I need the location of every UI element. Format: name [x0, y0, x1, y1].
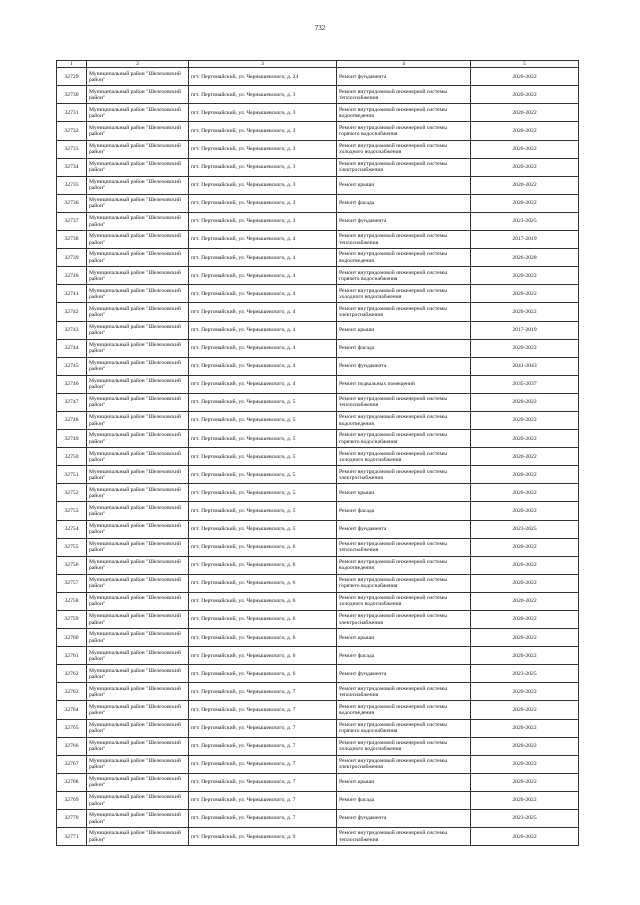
municipality-cell: Муниципальный район "Шелеховский район"	[87, 484, 189, 502]
row-number: 32757	[57, 574, 87, 592]
row-number: 32766	[57, 737, 87, 755]
period-cell: 2020-2022	[471, 719, 579, 737]
municipality-cell: Муниципальный район "Шелеховский район"	[87, 339, 189, 357]
row-number: 32769	[57, 791, 87, 809]
row-number: 32729	[57, 68, 87, 86]
row-number: 32759	[57, 611, 87, 629]
table-row	[57, 176, 579, 194]
address-cell: пгт. Пертомайский, ул. Чернышевского, д. 9	[189, 828, 337, 846]
work-type-cell: Ремонт крыши	[337, 773, 471, 791]
row-number: 32745	[57, 357, 87, 375]
work-type-cell: Ремонт подвальных помещений	[337, 375, 471, 393]
address-cell: пгт. Пертомайский, ул. Чернышевского, д. 6	[189, 574, 337, 592]
address-cell: пгт. Пертомайский, ул. Чернышевского, д. 4	[189, 249, 337, 267]
municipality-cell: Муниципальный район "Шелеховский район"	[87, 611, 189, 629]
table-row	[57, 68, 579, 86]
table-row	[57, 104, 579, 122]
address-cell: пгт. Пертомайский, ул. Чернышевского, д. 3	[189, 122, 337, 140]
work-type-cell: Ремонт внутридомовой инженерной системы холодного водоснабжения	[337, 285, 471, 303]
table-row	[57, 520, 579, 538]
table-row	[57, 267, 579, 285]
row-number: 32751	[57, 466, 87, 484]
period-cell: 2023-2025	[471, 810, 579, 828]
table-body	[57, 68, 579, 846]
work-type-cell: Ремонт фасада	[337, 194, 471, 212]
row-number: 32731	[57, 104, 87, 122]
address-cell: пгт. Пертомайский, ул. Чернышевского, д. 4	[189, 231, 337, 249]
address-cell: пгт. Пертомайский, ул. Чернышевского, д. 5	[189, 520, 337, 538]
period-cell: 2017-2019	[471, 321, 579, 339]
work-type-cell: Ремонт внутридомовой инженерной системы холодного водоснабжения	[337, 140, 471, 158]
column-header-3: 3	[189, 61, 337, 68]
period-cell: 2020-2022	[471, 194, 579, 212]
municipality-cell: Муниципальный район "Шелеховский район"	[87, 375, 189, 393]
row-number: 32736	[57, 194, 87, 212]
work-type-cell: Ремонт внутридомовой инженерной системы холодного водоснабжения	[337, 448, 471, 466]
work-type-cell: Ремонт фасада	[337, 647, 471, 665]
municipality-cell: Муниципальный район "Шелеховский район"	[87, 665, 189, 683]
address-cell: пгт. Пертомайский, ул. Чернышевского, д. 3	[189, 86, 337, 104]
table-row	[57, 665, 579, 683]
table-row	[57, 466, 579, 484]
table-row	[57, 375, 579, 393]
address-cell: пгт. Пертомайский, ул. Чернышевского, д. 7	[189, 683, 337, 701]
table-row	[57, 647, 579, 665]
municipality-cell: Муниципальный район "Шелеховский район"	[87, 737, 189, 755]
work-type-cell: Ремонт внутридомовой инженерной системы теплоснабжения	[337, 231, 471, 249]
address-cell: пгт. Пертомайский, ул. Чернышевского, д. 7	[189, 810, 337, 828]
table-row	[57, 773, 579, 791]
work-type-cell: Ремонт фундамента	[337, 520, 471, 538]
row-number: 32764	[57, 701, 87, 719]
table-row	[57, 303, 579, 321]
address-cell: пгт. Пертомайский, ул. Чернышевского, д. 3	[189, 140, 337, 158]
address-cell: пгт. Пертомайский, ул. Чернышевского, д. 4	[189, 303, 337, 321]
municipality-cell: Муниципальный район "Шелеховский район"	[87, 520, 189, 538]
address-cell: пгт. Пертомайский, ул. Чернышевского, д. 5	[189, 393, 337, 411]
period-cell: 2020-2022	[471, 122, 579, 140]
row-number: 32747	[57, 393, 87, 411]
work-type-cell: Ремонт внутридомовой инженерной системы горячего водоснабжения	[337, 574, 471, 592]
row-number: 32742	[57, 303, 87, 321]
period-cell: 2020-2022	[471, 158, 579, 176]
row-number: 32739	[57, 249, 87, 267]
address-cell: пгт. Пертомайский, ул. Чернышевского, д. 4	[189, 285, 337, 303]
municipality-cell: Муниципальный район "Шелеховский район"	[87, 810, 189, 828]
municipality-cell: Муниципальный район "Шелеховский район"	[87, 592, 189, 610]
period-cell: 2041-2043	[471, 357, 579, 375]
address-cell: пгт. Пертомайский, ул. Чернышевского, д. 5	[189, 502, 337, 520]
municipality-cell: Муниципальный район "Шелеховский район"	[87, 701, 189, 719]
municipality-cell: Муниципальный район "Шелеховский район"	[87, 194, 189, 212]
work-type-cell: Ремонт внутридомовой инженерной системы электроснабжения	[337, 755, 471, 773]
row-number: 32756	[57, 556, 87, 574]
row-number: 32746	[57, 375, 87, 393]
table-row	[57, 448, 579, 466]
column-header-1: 1	[57, 61, 87, 68]
row-number: 32743	[57, 321, 87, 339]
row-number: 32770	[57, 810, 87, 828]
municipality-cell: Муниципальный район "Шелеховский район"	[87, 629, 189, 647]
municipality-cell: Муниципальный район "Шелеховский район"	[87, 755, 189, 773]
table-row	[57, 285, 579, 303]
table-row	[57, 737, 579, 755]
row-number: 32765	[57, 719, 87, 737]
period-cell: 2020-2022	[471, 502, 579, 520]
work-type-cell: Ремонт внутридомовой инженерной системы холодного водоснабжения	[337, 737, 471, 755]
period-cell: 2020-2022	[471, 303, 579, 321]
work-type-cell: Ремонт внутридомовой инженерной системы теплоснабжения	[337, 86, 471, 104]
row-number: 32767	[57, 755, 87, 773]
table-row	[57, 791, 579, 809]
period-cell: 2020-2022	[471, 773, 579, 791]
period-cell: 2020-2022	[471, 629, 579, 647]
table-row	[57, 810, 579, 828]
period-cell: 2020-2022	[471, 430, 579, 448]
table-row	[57, 411, 579, 429]
table-row	[57, 212, 579, 230]
municipality-cell: Муниципальный район "Шелеховский район"	[87, 574, 189, 592]
period-cell: 2020-2022	[471, 339, 579, 357]
municipality-cell: Муниципальный район "Шелеховский район"	[87, 773, 189, 791]
row-number: 32755	[57, 538, 87, 556]
municipality-cell: Муниципальный район "Шелеховский район"	[87, 556, 189, 574]
address-cell: пгт. Пертомайский, ул. Чернышевского, д. 5	[189, 430, 337, 448]
table-row	[57, 611, 579, 629]
row-number: 32749	[57, 430, 87, 448]
municipality-cell: Муниципальный район "Шелеховский район"	[87, 176, 189, 194]
row-number: 32748	[57, 411, 87, 429]
row-number: 32752	[57, 484, 87, 502]
work-type-cell: Ремонт крыши	[337, 629, 471, 647]
column-header-4: 4	[337, 61, 471, 68]
work-type-cell: Ремонт внутридомовой инженерной системы водоотведения	[337, 556, 471, 574]
table-row	[57, 683, 579, 701]
period-cell: 2020-2022	[471, 574, 579, 592]
row-number: 32744	[57, 339, 87, 357]
period-cell: 2020-2022	[471, 737, 579, 755]
work-type-cell: Ремонт внутридомовой инженерной системы теплоснабжения	[337, 828, 471, 846]
address-cell: пгт. Пертомайский, ул. Чернышевского, д. 4	[189, 357, 337, 375]
work-type-cell: Ремонт фасада	[337, 339, 471, 357]
table-row	[57, 828, 579, 846]
address-cell: пгт. Пертомайский, ул. Чернышевского, д. 4	[189, 375, 337, 393]
work-type-cell: Ремонт внутридомовой инженерной системы горячего водоснабжения	[337, 719, 471, 737]
table-row	[57, 357, 579, 375]
row-number: 32734	[57, 158, 87, 176]
period-cell: 2020-2022	[471, 701, 579, 719]
municipality-cell: Муниципальный район "Шелеховский район"	[87, 122, 189, 140]
table-row	[57, 755, 579, 773]
table-row	[57, 556, 579, 574]
column-number-row	[57, 61, 579, 68]
address-cell: пгт. Пертомайский, ул. Чернышевского, д. 6	[189, 538, 337, 556]
address-cell: пгт. Пертомайский, ул. Чернышевского, д. 6	[189, 629, 337, 647]
address-cell: пгт. Пертомайский, ул. Чернышевского, д. 6	[189, 592, 337, 610]
table-row	[57, 321, 579, 339]
address-cell: пгт. Пертомайский, ул. Чернышевского, д. 5	[189, 411, 337, 429]
row-number: 32738	[57, 231, 87, 249]
work-type-cell: Ремонт внутридомовой инженерной системы водоотведения	[337, 249, 471, 267]
work-type-cell: Ремонт внутридомовой инженерной системы горячего водоснабжения	[337, 122, 471, 140]
work-type-cell: Ремонт фундамента	[337, 810, 471, 828]
work-type-cell: Ремонт крыши	[337, 176, 471, 194]
period-cell: 2020-2022	[471, 86, 579, 104]
address-cell: пгт. Пертомайский, ул. Чернышевского, д. 7	[189, 737, 337, 755]
period-cell: 2020-2022	[471, 140, 579, 158]
period-cell: 2020-2022	[471, 104, 579, 122]
address-cell: пгт. Пертомайский, ул. Чернышевского, д. 7	[189, 773, 337, 791]
work-type-cell: Ремонт внутридомовой инженерной системы теплоснабжения	[337, 393, 471, 411]
period-cell: 2020-2022	[471, 828, 579, 846]
row-number: 32733	[57, 140, 87, 158]
table-row	[57, 86, 579, 104]
address-cell: пгт. Пертомайский, ул. Чернышевского, д. 7	[189, 701, 337, 719]
period-cell: 2020-2022	[471, 755, 579, 773]
work-type-cell: Ремонт крыши	[337, 321, 471, 339]
table-row	[57, 484, 579, 502]
work-type-cell: Ремонт фундамента	[337, 68, 471, 86]
table-row	[57, 430, 579, 448]
work-type-cell: Ремонт внутридомовой инженерной системы электроснабжения	[337, 158, 471, 176]
register-table	[56, 60, 579, 846]
municipality-cell: Муниципальный район "Шелеховский район"	[87, 791, 189, 809]
period-cell: 2020-2022	[471, 647, 579, 665]
period-cell: 2020-2022	[471, 285, 579, 303]
table-row	[57, 231, 579, 249]
period-cell: 2023-2025	[471, 212, 579, 230]
municipality-cell: Муниципальный район "Шелеховский район"	[87, 411, 189, 429]
table-row	[57, 629, 579, 647]
municipality-cell: Муниципальный район "Шелеховский район"	[87, 285, 189, 303]
work-type-cell: Ремонт фундамента	[337, 665, 471, 683]
work-type-cell: Ремонт внутридомовой инженерной системы водоотведения	[337, 411, 471, 429]
row-number: 32753	[57, 502, 87, 520]
table-row	[57, 339, 579, 357]
period-cell: 2035-2037	[471, 375, 579, 393]
table-row	[57, 538, 579, 556]
table-row	[57, 194, 579, 212]
row-number: 32750	[57, 448, 87, 466]
municipality-cell: Муниципальный район "Шелеховский район"	[87, 104, 189, 122]
address-cell: пгт. Пертомайский, ул. Чернышевского, д. 4	[189, 321, 337, 339]
municipality-cell: Муниципальный район "Шелеховский район"	[87, 267, 189, 285]
row-number: 32762	[57, 665, 87, 683]
address-cell: пгт. Пертомайский, ул. Чернышевского, д. 4	[189, 267, 337, 285]
municipality-cell: Муниципальный район "Шелеховский район"	[87, 430, 189, 448]
work-type-cell: Ремонт внутридомовой инженерной системы горячего водоснабжения	[337, 267, 471, 285]
municipality-cell: Муниципальный район "Шелеховский район"	[87, 68, 189, 86]
work-type-cell: Ремонт внутридомовой инженерной системы водоотведения	[337, 701, 471, 719]
work-type-cell: Ремонт крыши	[337, 484, 471, 502]
address-cell: пгт. Пертомайский, ул. Чернышевского, д. 6	[189, 647, 337, 665]
address-cell: пгт. Пертомайский, ул. Чернышевского, д. 24	[189, 68, 337, 86]
period-cell: 2026-2028	[471, 249, 579, 267]
municipality-cell: Муниципальный район "Шелеховский район"	[87, 86, 189, 104]
municipality-cell: Муниципальный район "Шелеховский район"	[87, 140, 189, 158]
work-type-cell: Ремонт фундамента	[337, 357, 471, 375]
table-row	[57, 393, 579, 411]
address-cell: пгт. Пертомайский, ул. Чернышевского, д. 7	[189, 719, 337, 737]
period-cell: 2020-2022	[471, 68, 579, 86]
row-number: 32763	[57, 683, 87, 701]
row-number: 32732	[57, 122, 87, 140]
municipality-cell: Муниципальный район "Шелеховский район"	[87, 538, 189, 556]
address-cell: пгт. Пертомайский, ул. Чернышевского, д. 3	[189, 104, 337, 122]
row-number: 32735	[57, 176, 87, 194]
municipality-cell: Муниципальный район "Шелеховский район"	[87, 448, 189, 466]
table-row	[57, 122, 579, 140]
period-cell: 2020-2022	[471, 592, 579, 610]
row-number: 32741	[57, 285, 87, 303]
work-type-cell: Ремонт внутридомовой инженерной системы теплоснабжения	[337, 538, 471, 556]
period-cell: 2023-2025	[471, 665, 579, 683]
period-cell: 2020-2022	[471, 176, 579, 194]
municipality-cell: Муниципальный район "Шелеховский район"	[87, 393, 189, 411]
address-cell: пгт. Пертомайский, ул. Чернышевского, д. 3	[189, 212, 337, 230]
work-type-cell: Ремонт фундамента	[337, 212, 471, 230]
period-cell: 2020-2022	[471, 466, 579, 484]
table-row	[57, 249, 579, 267]
period-cell: 2020-2022	[471, 411, 579, 429]
row-number: 32754	[57, 520, 87, 538]
municipality-cell: Муниципальный район "Шелеховский район"	[87, 683, 189, 701]
period-cell: 2020-2022	[471, 538, 579, 556]
row-number: 32737	[57, 212, 87, 230]
address-cell: пгт. Пертомайский, ул. Чернышевского, д. 3	[189, 194, 337, 212]
row-number: 32760	[57, 629, 87, 647]
row-number: 32771	[57, 828, 87, 846]
address-cell: пгт. Пертомайский, ул. Чернышевского, д. 5	[189, 448, 337, 466]
municipality-cell: Муниципальный район "Шелеховский район"	[87, 158, 189, 176]
work-type-cell: Ремонт внутридомовой инженерной системы теплоснабжения	[337, 683, 471, 701]
municipality-cell: Муниципальный район "Шелеховский район"	[87, 303, 189, 321]
period-cell: 2020-2022	[471, 393, 579, 411]
row-number: 32768	[57, 773, 87, 791]
period-cell: 2023-2025	[471, 520, 579, 538]
work-type-cell: Ремонт внутридомовой инженерной системы холодного водоснабжения	[337, 592, 471, 610]
table-row	[57, 719, 579, 737]
address-cell: пгт. Пертомайский, ул. Чернышевского, д. 3	[189, 176, 337, 194]
row-number: 32740	[57, 267, 87, 285]
period-cell: 2020-2022	[471, 448, 579, 466]
row-number: 32758	[57, 592, 87, 610]
column-header-2: 2	[87, 61, 189, 68]
municipality-cell: Муниципальный район "Шелеховский район"	[87, 231, 189, 249]
municipality-cell: Муниципальный район "Шелеховский район"	[87, 828, 189, 846]
address-cell: пгт. Пертомайский, ул. Чернышевского, д. 7	[189, 755, 337, 773]
row-number: 32730	[57, 86, 87, 104]
work-type-cell: Ремонт внутридомовой инженерной системы горячего водоснабжения	[337, 430, 471, 448]
table-row	[57, 592, 579, 610]
period-cell: 2020-2022	[471, 683, 579, 701]
address-cell: пгт. Пертомайский, ул. Чернышевского, д. 6	[189, 611, 337, 629]
municipality-cell: Муниципальный район "Шелеховский район"	[87, 466, 189, 484]
table-row	[57, 574, 579, 592]
work-type-cell: Ремонт внутридомовой инженерной системы электроснабжения	[337, 466, 471, 484]
page-number: 732	[314, 24, 326, 32]
table-row	[57, 502, 579, 520]
address-cell: пгт. Пертомайский, ул. Чернышевского, д. 4	[189, 339, 337, 357]
period-cell: 2020-2022	[471, 611, 579, 629]
address-cell: пгт. Пертомайский, ул. Чернышевского, д. 5	[189, 484, 337, 502]
work-type-cell: Ремонт внутридомовой инженерной системы электроснабжения	[337, 303, 471, 321]
work-type-cell: Ремонт фасада	[337, 791, 471, 809]
period-cell: 2020-2022	[471, 484, 579, 502]
municipality-cell: Муниципальный район "Шелеховский район"	[87, 647, 189, 665]
municipality-cell: Муниципальный район "Шелеховский район"	[87, 321, 189, 339]
work-type-cell: Ремонт внутридомовой инженерной системы электроснабжения	[337, 611, 471, 629]
period-cell: 2020-2022	[471, 791, 579, 809]
municipality-cell: Муниципальный район "Шелеховский район"	[87, 249, 189, 267]
column-header-5: 5	[471, 61, 579, 68]
table-row	[57, 701, 579, 719]
work-type-cell: Ремонт фасада	[337, 502, 471, 520]
period-cell: 2020-2022	[471, 267, 579, 285]
period-cell: 2017-2019	[471, 231, 579, 249]
address-cell: пгт. Пертомайский, ул. Чернышевского, д. 7	[189, 791, 337, 809]
address-cell: пгт. Пертомайский, ул. Чернышевского, д. 5	[189, 466, 337, 484]
work-type-cell: Ремонт внутридомовой инженерной системы водоотведения	[337, 104, 471, 122]
municipality-cell: Муниципальный район "Шелеховский район"	[87, 502, 189, 520]
municipality-cell: Муниципальный район "Шелеховский район"	[87, 212, 189, 230]
row-number: 32761	[57, 647, 87, 665]
address-cell: пгт. Пертомайский, ул. Чернышевского, д. 3	[189, 158, 337, 176]
table-row	[57, 158, 579, 176]
table-row	[57, 140, 579, 158]
municipality-cell: Муниципальный район "Шелеховский район"	[87, 719, 189, 737]
period-cell: 2020-2022	[471, 556, 579, 574]
municipality-cell: Муниципальный район "Шелеховский район"	[87, 357, 189, 375]
address-cell: пгт. Пертомайский, ул. Чернышевского, д. 6	[189, 556, 337, 574]
address-cell: пгт. Пертомайский, ул. Чернышевского, д. 6	[189, 665, 337, 683]
